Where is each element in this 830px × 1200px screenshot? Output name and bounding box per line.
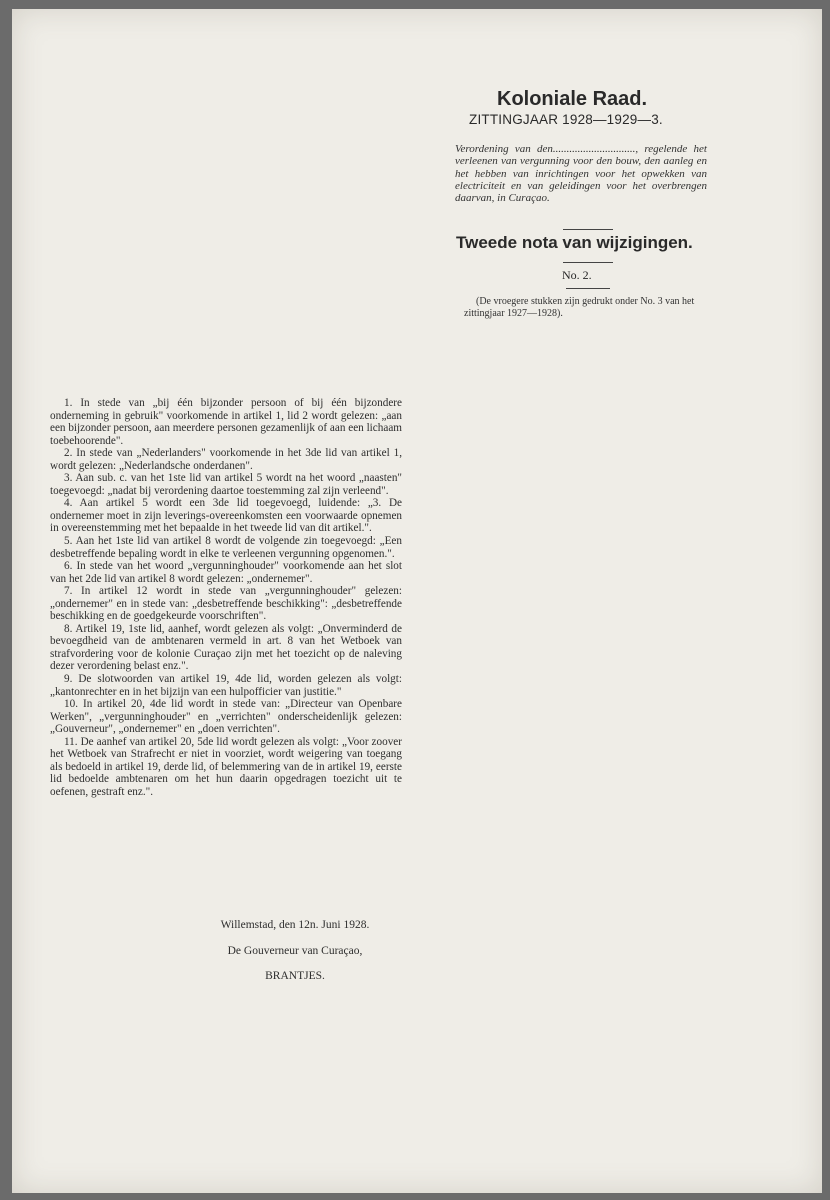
signature-place-date: Willemstad, den 12n. Juni 1928.	[220, 919, 370, 931]
amendment-item: 5. Aan het 1ste lid van artikel 8 wordt de volgende zin toegevoegd: „Een desbetreffende bepaling wordt in elke te verleenen vergunning opgenomen.".	[50, 535, 402, 560]
divider	[566, 288, 610, 289]
ordinance-subject: Verordening van den.............................., regelende het verleenen van vergunning voor den bouw, den aanleg en het hebben van inrichtingen voor het opwekken van electriciteit en van geleidingen voor het overbrengen daarvan, in Curaçao.	[455, 143, 707, 205]
amendments-list	[50, 397, 402, 799]
divider	[563, 262, 613, 263]
signature-office: De Gouverneur van Curaçao,	[227, 945, 363, 957]
signature-name: BRANTJES.	[265, 970, 325, 982]
amendment-item: 3. Aan sub. c. van het 1ste lid van artikel 5 wordt na het woord „naasten" toegevoegd: „nadat bij verordening daartoe toestemming zal zijn verleend".	[50, 472, 402, 497]
previous-documents-note: (De vroegere stukken zijn gedrukt onder No. 3 van het zittingjaar 1927—1928).	[464, 296, 695, 319]
divider	[563, 229, 613, 230]
amendment-item: 1. In stede van „bij één bijzonder persoon of bij één bijzondere onderneming in gebruik" voorkomende in artikel 1, lid 2 wordt gelezen: „aan een bijzonder persoon, aan meerdere personen gezamenlijk of aan een lichaam toebehoorende".	[50, 397, 402, 447]
amendment-item: 8. Artikel 19, 1ste lid, aanhef, wordt gelezen als volgt: „Onverminderd de bevoegdheid van de ambtenaren vermeld in art. 8 van het Wetboek van strafvordering voor de kolonie Curaçao zijn met het toezicht op de naleving dezer verordening belast enz.".	[50, 622, 402, 673]
amendment-item: 9. De slotwoorden van artikel 19, 4de lid, worden gelezen als volgt: „kantonrechter en in het bijzijn van een hulpofficier van justitie."	[50, 673, 402, 698]
nota-number: No. 2.	[562, 268, 592, 282]
amendment-item: 11. De aanhef van artikel 20, 5de lid wordt gelezen als volgt: „Voor zoover het Wetboek van Strafrecht er niet in voorziet, wordt weigering van toegang als bedoeld in artikel 19, derde lid, of belemmering van de in artikel 19, eerste lid bedoelde ambtenaren om het hun daarin opgedragen toezicht uit te oefenen, gestraft enz.".	[50, 735, 402, 798]
amendment-item: 2. In stede van „Nederlanders" voorkomende in het 3de lid van artikel 1, wordt gelezen: „Nederlandsche onderdanen".	[50, 447, 402, 472]
council-title: Koloniale Raad.	[497, 88, 648, 110]
amendment-item: 7. In artikel 12 wordt in stede van „vergunninghouder" gelezen: „ondernemer" en in stede van: „desbetreffende beschikking": „desbetreffende beschikking en de goedgekeurde voorschriften".	[50, 585, 402, 623]
amendment-item: 4. Aan artikel 5 wordt een 3de lid toegevoegd, luidende: „3. De ondernemer moet in zijn leverings-overeenkomsten een voorwaarde opnemen in overeenstemming met het bepaalde in het tweede lid van dit artikel.".	[50, 497, 402, 535]
nota-title: Tweede nota van wijzigingen.	[456, 233, 693, 252]
session-year: ZITTINGJAAR 1928—1929—3.	[469, 112, 663, 127]
amendment-item: 10. In artikel 20, 4de lid wordt in stede van: „Directeur van Openbare Werken", „vergunninghouder" en „verrichten" onderscheidenlijk gelezen: „Gouverneur", „ondernemer" en „doen verrichten".	[50, 698, 402, 736]
amendment-item: 6. In stede van het woord „vergunninghouder" voorkomende aan het slot van het 2de lid van artikel 8 wordt gelezen: „ondernemer".	[50, 560, 402, 585]
